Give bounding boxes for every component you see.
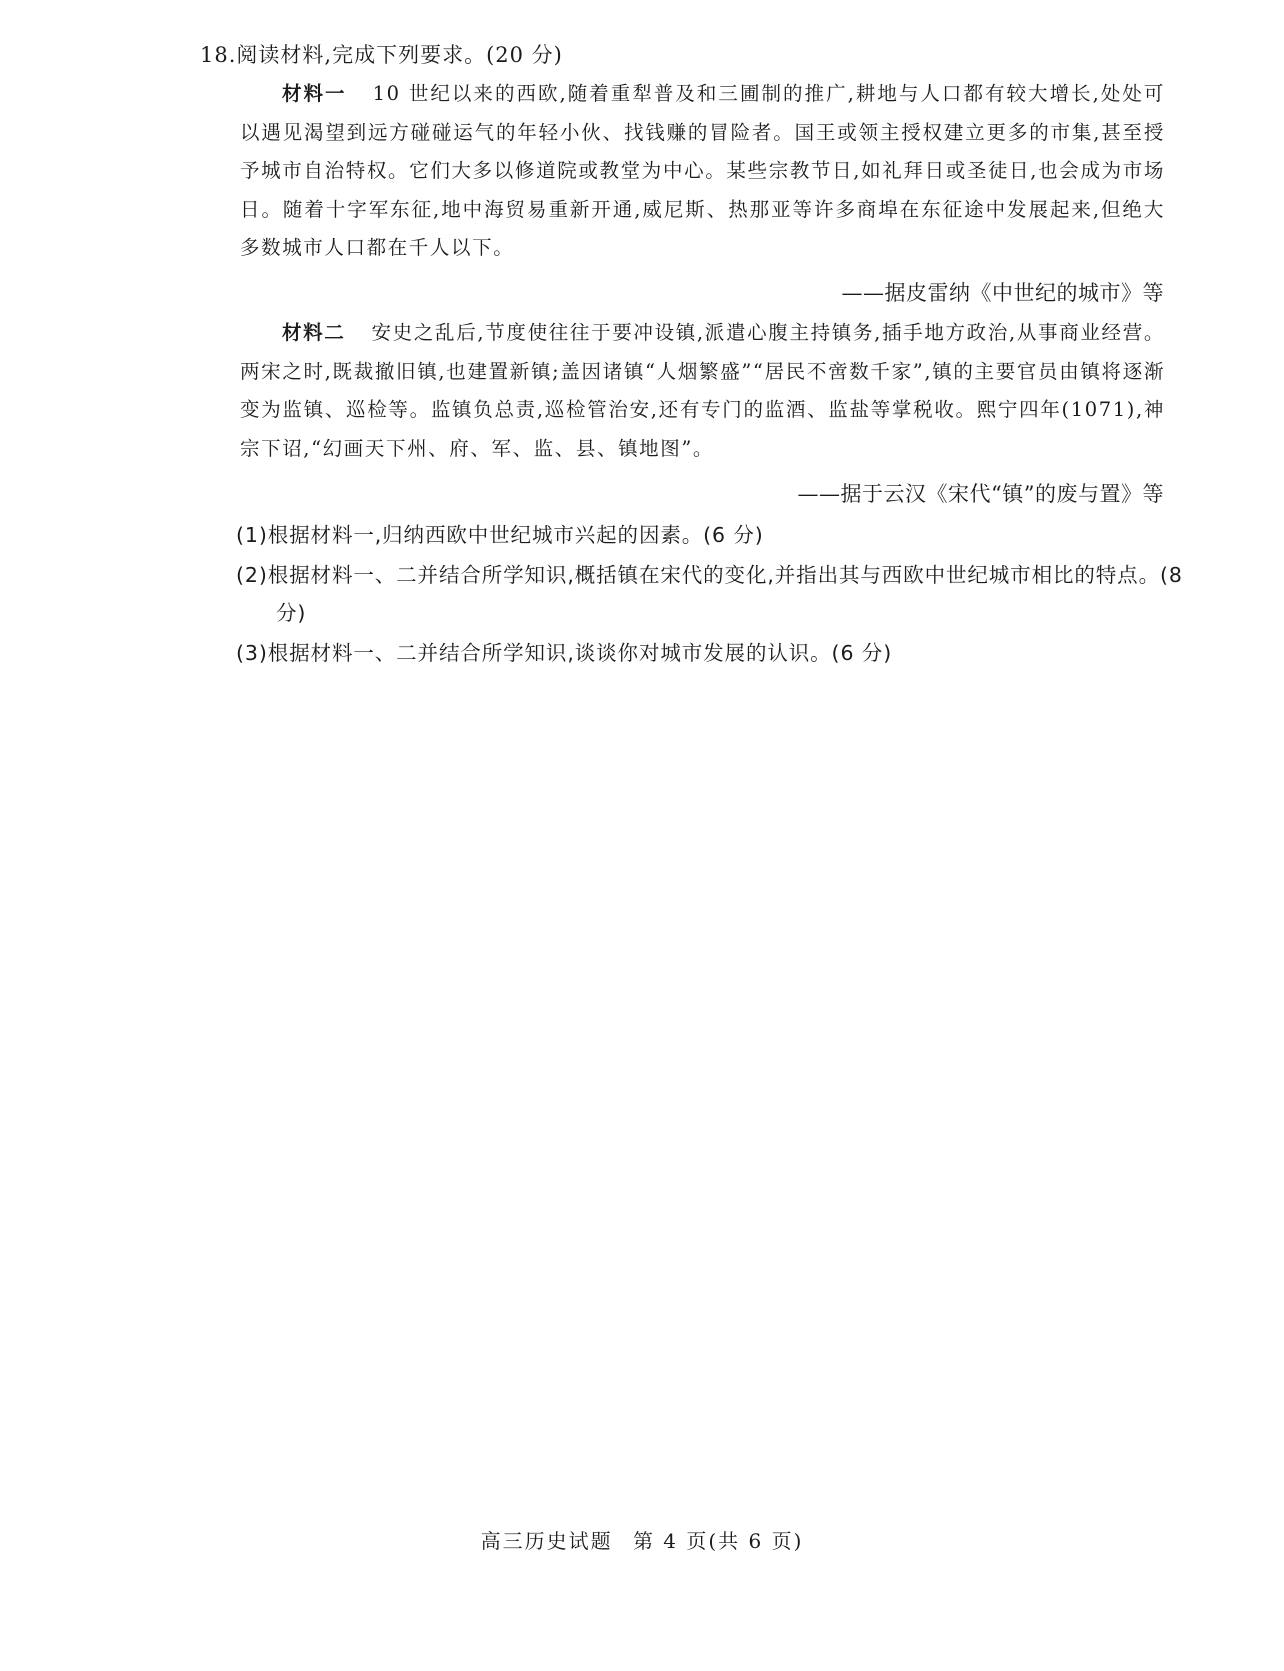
material-two-source: ——据于云汉《宋代“镇”的废与置》等 (797, 482, 1164, 506)
sub-question-3: (3)根据材料一、二并结合所学知识,谈谈你对城市发展的认识。(6 分) (236, 641, 893, 665)
page-footer (0, 1525, 1284, 1554)
question-title: 18.阅读材料,完成下列要求。(20 分) (200, 43, 563, 67)
material-one (240, 75, 1165, 268)
material-two-text: 安史之乱后,节度使往往于要冲设镇,派遣心腹主持镇务,插手地方政治,从事商业经营。两宋之时,既裁撤旧镇,也建置新镇;盖因诸镇“人烟繁盛”“居民不啻数千家”,镇的主要官员由镇将逐渐变为监镇、巡检等。监镇负总责,巡检管治安,还有专门的监酒、监盐等掌税收。熙宁四年(1071),神宗下诏,“幻画天下州、府、军、监、县、镇地图”。 (240, 321, 1165, 460)
material-one-text: 10 世纪以来的西欧,随着重犁普及和三圃制的推广,耕地与人口都有较大增长,处处可以遇见渴望到远方碰碰运气的年轻小伙、找钱赚的冒险者。国王或领主授权建立更多的市集,甚至授予城市自治特权。它们大多以修道院或教堂为中心。某些宗教节日,如礼拜日或圣徒日,也会成为市场日。随着十字军东征,地中海贸易重新开通,威尼斯、热那亚等许多商埠在东征途中发展起来,但绝大多数城市人口都在千人以下。 (240, 82, 1165, 259)
material-one-source: ——据皮雷纳《中世纪的城市》等 (841, 281, 1164, 305)
sub-question-1: (1)根据材料一,归纳西欧中世纪城市兴起的因素。(6 分) (236, 523, 764, 547)
footer-subject: 高三历史试题 (480, 1529, 613, 1553)
footer-page-number: 第 4 页(共 6 页) (632, 1529, 804, 1553)
material-two-label: 材料二 (282, 321, 346, 344)
material-two (240, 314, 1165, 468)
material-one-label: 材料一 (282, 82, 347, 105)
sub-question-2: (2)根据材料一、二并结合所学知识,概括镇在宋代的变化,并指出其与西欧中世纪城市相比的特点。(8 分) (236, 563, 1183, 625)
